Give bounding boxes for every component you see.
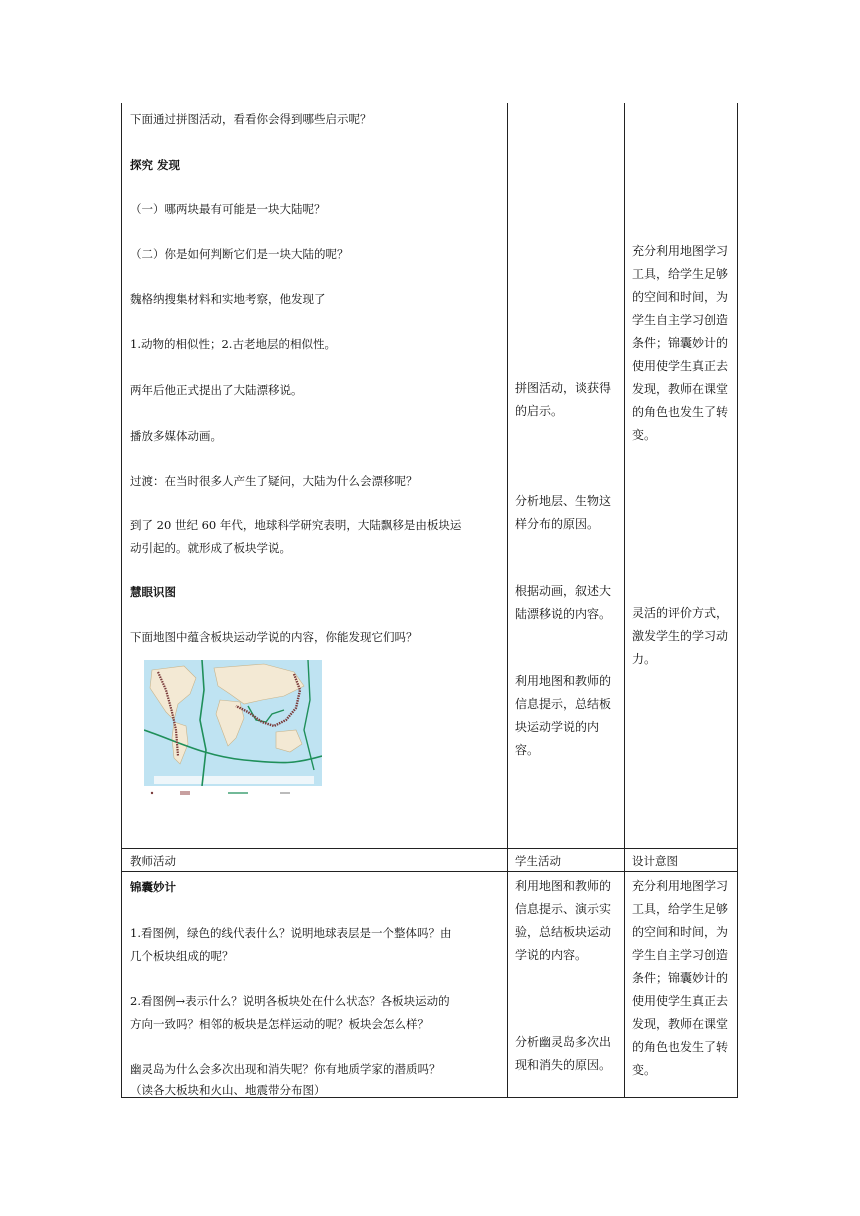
row-divider-header-bottom	[122, 871, 737, 872]
question-1: （一）哪两块最有可能是一块大陆呢？	[130, 202, 326, 216]
map-antarctica	[154, 776, 314, 784]
question-2: （二）你是如何判断它们是一块大陆的呢？	[130, 247, 349, 261]
sixties-text-line1: 到了 20 世纪 60 年代，地球科学研究表明，大陆飘移是由板块运	[130, 518, 462, 532]
row-divider-header-top	[122, 848, 737, 849]
map-legend-quake-icon	[180, 791, 190, 795]
sixties-text-line2: 动引起的。就形成了板块学说。	[130, 541, 291, 555]
column-divider-2	[624, 103, 625, 1097]
ghost-island-line2: （读各大板块和火山、地震带分布图）	[130, 1083, 326, 1097]
heading-explore: 探究 发现	[130, 158, 181, 172]
transition-text: 过渡：在当时很多人产生了疑问，大陆为什么会漂移呢？	[130, 474, 418, 488]
tips-item2-line2: 方向一致吗？相邻的板块是怎样运动的呢？板块会怎么样？	[130, 1017, 429, 1031]
design-intent-2: 灵活的评价方式，激发学生的学习动力。	[632, 606, 729, 666]
student-activity-5: 利用地图和教师的信息提示、演示实验，总结板块运动学说的内容。	[515, 879, 612, 962]
tips-item1-line1: 1.看图例，绿色的线代表什么？说明地球表层是一个整体吗？由	[130, 926, 452, 940]
header-student-activity: 学生活动	[515, 854, 561, 868]
heading-map-reading: 慧眼识图	[130, 585, 176, 599]
intro-text: 下面通过拼图活动，看看你会得到哪些启示呢？	[130, 112, 372, 126]
student-activity-4: 利用地图和教师的信息提示，总结板块运动学说的内容。	[515, 674, 612, 757]
wegener-text: 魏格纳搜集材料和实地考察，他发现了	[130, 292, 326, 306]
plate-tectonics-map	[144, 660, 322, 800]
header-design-intent: 设计意图	[632, 854, 678, 868]
map-question: 下面地图中蕴含板块运动学说的内容，你能发现它们吗？	[130, 630, 418, 644]
map-legend-volcano-icon	[151, 792, 153, 794]
student-activity-2: 分析地层、生物这样分布的原因。	[515, 494, 612, 531]
student-activity-1: 拼图活动，谈获得的启示。	[515, 381, 612, 418]
heading-tips: 锦囊妙计	[130, 880, 176, 894]
lesson-table	[121, 103, 738, 1098]
student-activity-3: 根据动画，叙述大陆漂移说的内容。	[515, 584, 612, 621]
header-teacher-activity: 教师活动	[130, 854, 176, 868]
design-intent-3: 充分利用地图学习工具，给学生足够的空间和时间，为学生自主学习创造条件；锦囊妙计的使用使学生真正去发现，教师在课堂的角色也发生了转变。	[632, 879, 729, 1077]
tips-item1-line2: 几个板块组成的呢？	[130, 949, 234, 963]
two-years-text: 两年后他正式提出了大陆漂移说。	[130, 383, 303, 397]
evidence-text: 1.动物的相似性；2.古老地层的相似性。	[130, 337, 336, 351]
tips-item2-line1: 2.看图例→表示什么？说明各板块处在什么状态？各板块运动的	[130, 994, 450, 1008]
ghost-island-line1: 幽灵岛为什么会多次出现和消失呢？你有地质学家的潜质吗？	[130, 1062, 441, 1076]
play-animation-text: 播放多媒体动画。	[130, 429, 222, 443]
design-intent-1: 充分利用地图学习工具，给学生足够的空间和时间，为学生自主学习创造条件；锦囊妙计的使用使学生真正去发现，教师在课堂的角色也发生了转变。	[632, 244, 729, 442]
student-activity-6: 分析幽灵岛多次出现和消失的原因。	[515, 1035, 612, 1072]
